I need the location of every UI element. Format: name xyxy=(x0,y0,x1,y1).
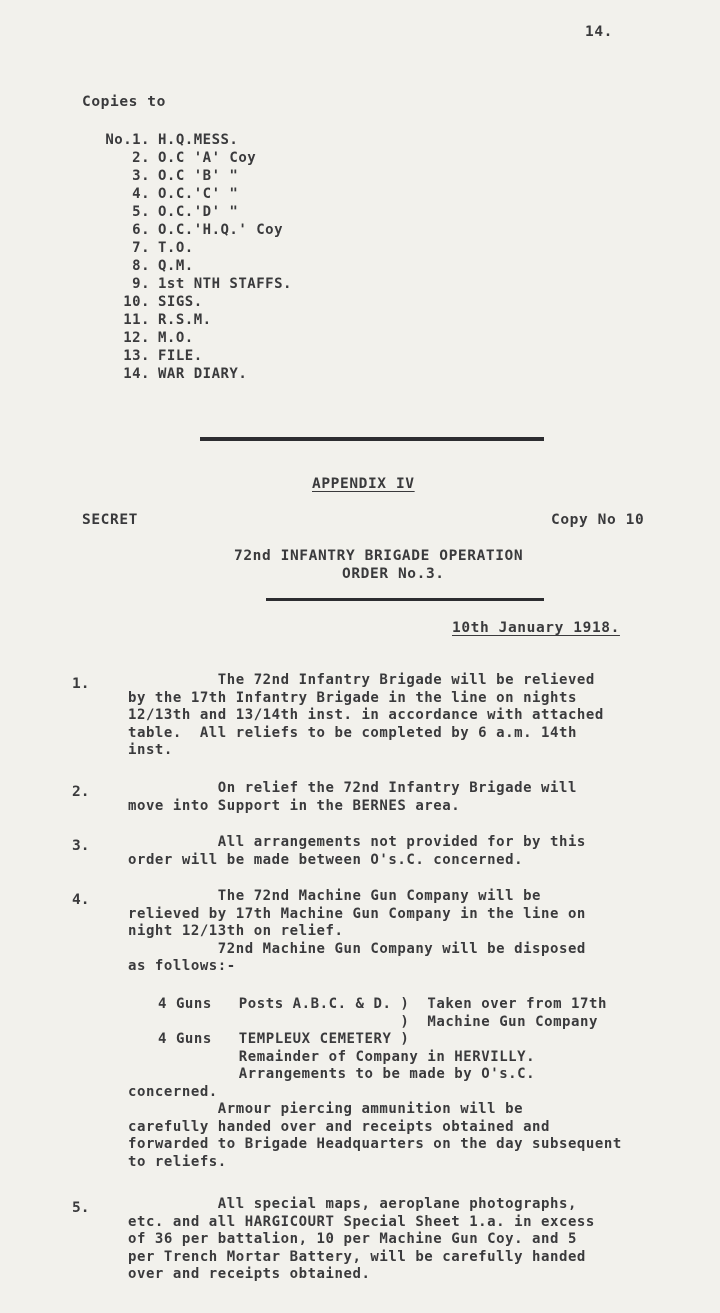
list-item: 9. 1st NTH STAFFS. xyxy=(132,276,292,292)
gun-disposition-block: 4 Guns Posts A.B.C. & D. ) Taken over from 17th ) Machine Gun Company 4 Guns TEMPLEUX CEMETERY ) Remainder of Company in HERVILLY. Arrangements to be made by O's.C. concerned. Armour piercing ammunition will be carefully handed over and receipts obtained and forwarded to Brigade Headquarters on the day subsequent to reliefs. xyxy=(128,996,622,1170)
list-item: 10. SIGS. xyxy=(123,294,203,310)
list-item: 6. O.C.'H.Q.' Coy xyxy=(132,222,284,238)
list-item: No.1. H.Q.MESS. xyxy=(105,132,239,148)
list-item: 13. FILE. xyxy=(123,348,203,364)
list-item: 12. M.O. xyxy=(123,330,194,346)
paragraph-1: The 72nd Infantry Brigade will be relieved by the 17th Infantry Brigade in the line on nights 12/13th and 13/14th inst. in accordance with attached table. All reliefs to be completed by 6 a.m. 14th inst. xyxy=(128,672,604,758)
list-item: 11. R.S.M. xyxy=(123,312,212,328)
list-item: 5. O.C.'D' " xyxy=(132,204,239,220)
copies-heading: Copies to xyxy=(82,94,166,110)
appendix-heading: APPENDIX IV xyxy=(312,476,415,492)
paragraph-4: The 72nd Machine Gun Company will be relieved by 17th Machine Gun Company in the line on night 12/13th on relief. 72nd Machine Gun Company will be disposed as follows:- xyxy=(128,888,586,974)
secret-label: SECRET xyxy=(82,512,138,528)
paragraph-number: 4. xyxy=(72,892,90,908)
paragraph-number: 2. xyxy=(72,784,90,800)
page-number: 14. xyxy=(585,24,613,40)
list-item: 7. T.O. xyxy=(132,240,194,256)
list-item: 2. O.C 'A' Coy xyxy=(132,150,257,166)
order-date: 10th January 1918. xyxy=(452,620,620,636)
paragraph-3: All arrangements not provided for by this order will be made between O's.C. concerned. xyxy=(128,834,586,868)
paragraph-number: 1. xyxy=(72,676,90,692)
paragraph-2: On relief the 72nd Infantry Brigade will move into Support in the BERNES area. xyxy=(128,780,577,814)
list-item: 14. WAR DIARY. xyxy=(123,366,248,382)
list-item: 4. O.C.'C' " xyxy=(132,186,239,202)
paragraph-number: 5. xyxy=(72,1200,90,1216)
list-item: 3. O.C 'B' " xyxy=(132,168,239,184)
list-item: 8. Q.M. xyxy=(132,258,194,274)
order-title-line-2: ORDER No.3. xyxy=(342,566,445,582)
order-title-line-1: 72nd INFANTRY BRIGADE OPERATION xyxy=(234,548,524,564)
divider-rule xyxy=(200,437,544,441)
copy-number: Copy No 10 xyxy=(551,512,645,528)
paragraph-5: All special maps, aeroplane photographs, etc. and all HARGICOURT Special Sheet 1.a. in excess of 36 per battalion, 10 per Machine Gun Coy. and 5 per Trench Mortar Battery, will be carefully handed over and receipts obtained. xyxy=(128,1196,595,1282)
divider-rule xyxy=(266,598,544,601)
paragraph-number: 3. xyxy=(72,838,90,854)
